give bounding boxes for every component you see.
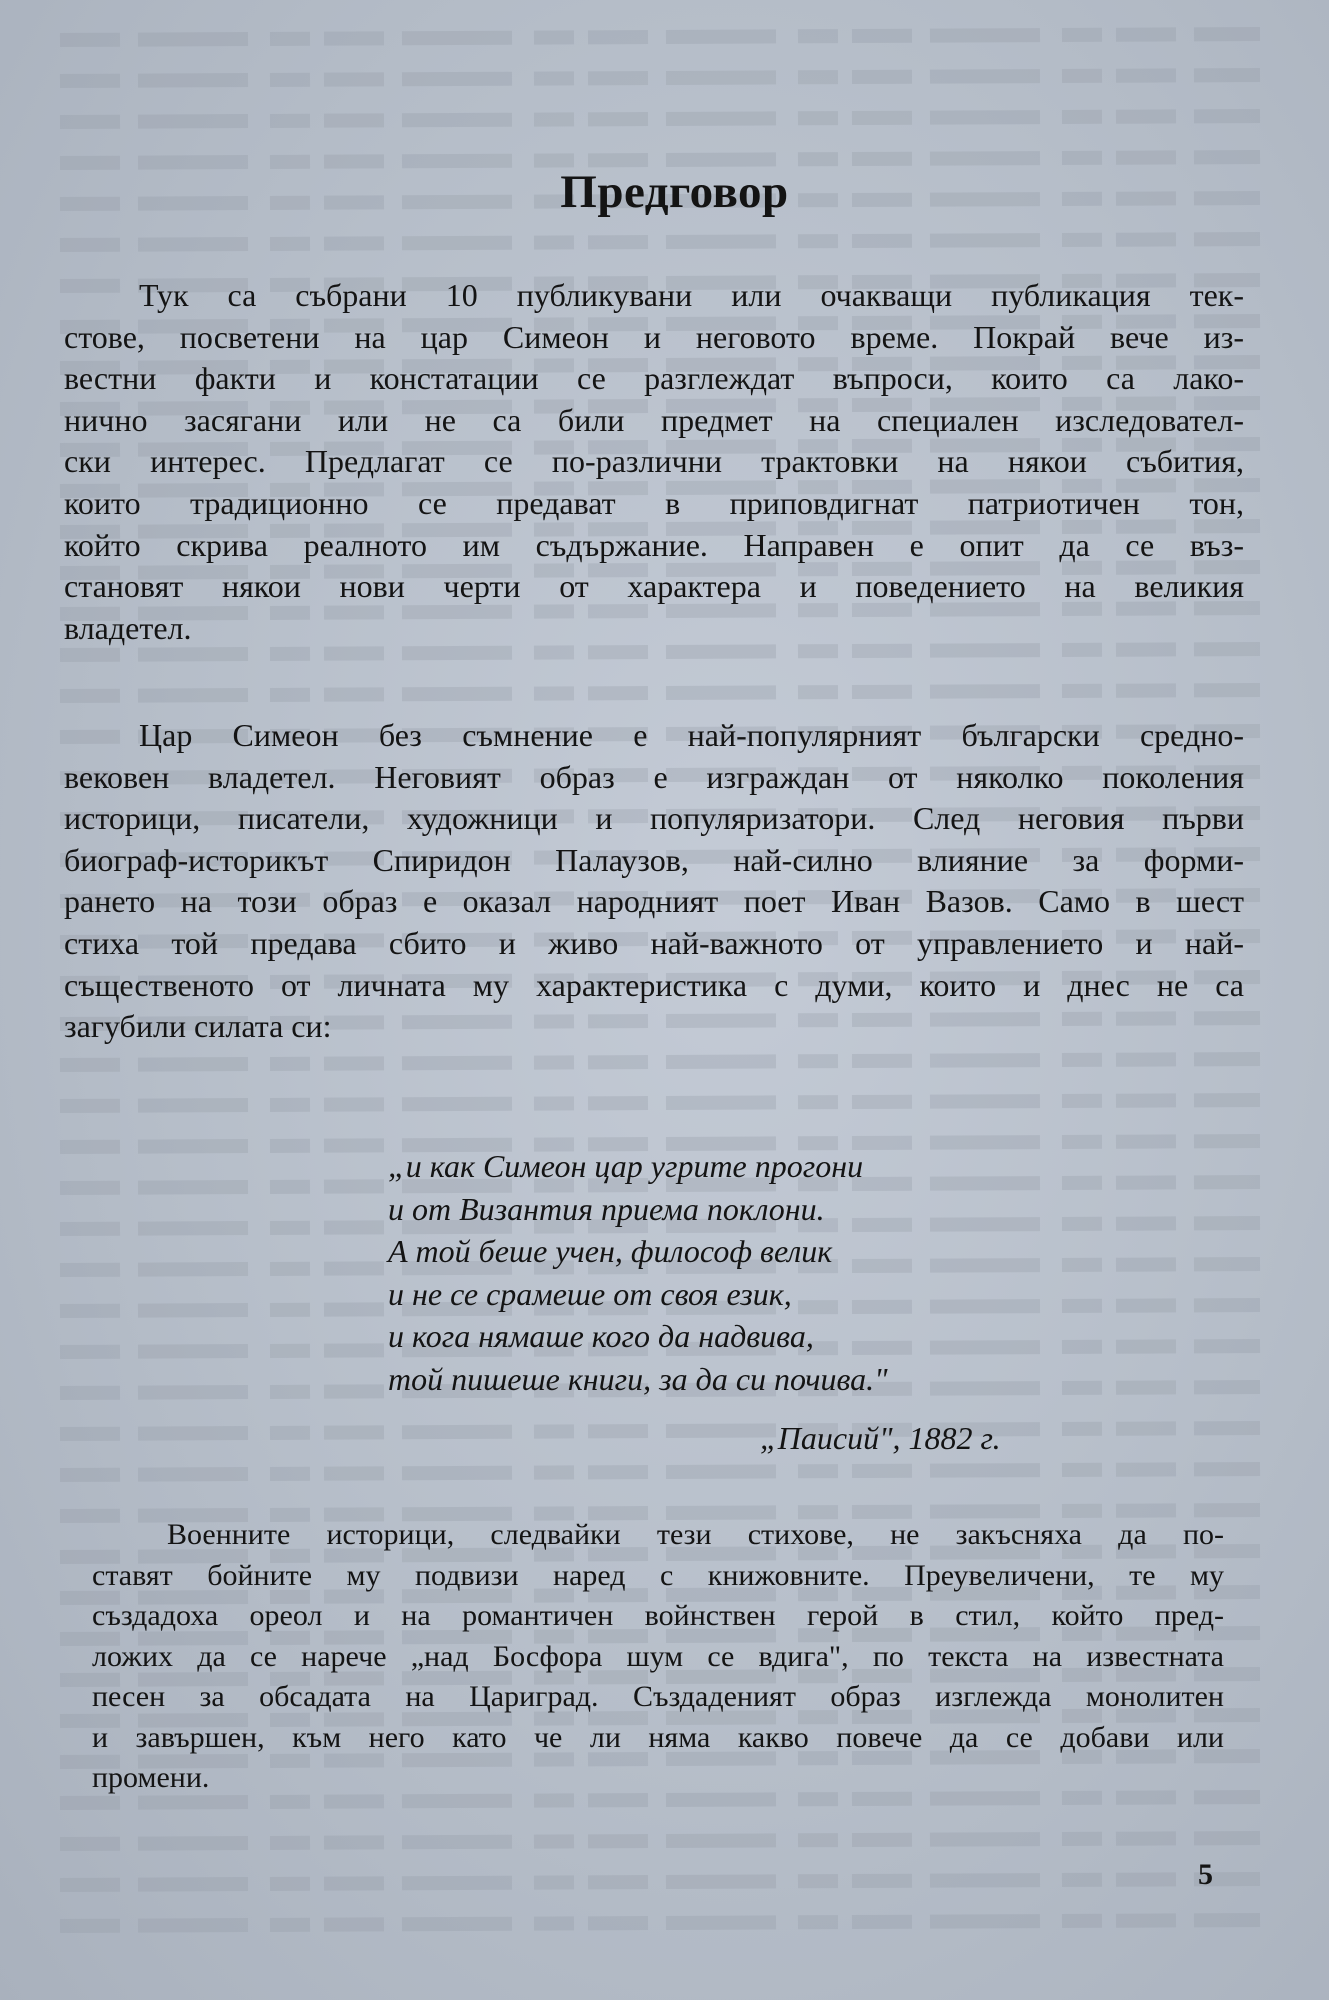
text-line: загубили силата си: [64,1008,332,1045]
text-line: стиха той предава сбито и живо най-важното от управлението и най- [64,924,1244,961]
paragraph-intro [64,275,1244,649]
paragraph-military-historians [92,1515,1224,1799]
text-line: рането на този образ е оказал народният поет Иван Вазов. Само в шест [64,883,1244,920]
text-line: стове, посветени на цар Симеон и неговото време. Покрай вече из- [64,318,1244,355]
poem-verse: „и как Симеон цар угрите прогони [388,1148,864,1184]
text-line: Военните историци, следвайки тези стихове, не закъсняха да по- [167,1518,1224,1551]
text-line: историци, писатели, художници и популяризатори. След неговия първи [64,800,1244,837]
text-line: който скрива реалното им съдържание. Направен е опит да се въз- [64,526,1244,563]
text-line: вековен владетел. Неговият образ е изграждан от няколко поколения [64,758,1244,795]
poem-attribution: „Паисий", 1882 г. [760,1420,1001,1456]
poem-verse: и от Византия приема поклони. [388,1190,825,1227]
text-line: нично засягани или не са били предмет на специален изследовател- [64,401,1244,438]
text-line: същественото от личната му характеристика с думи, които и днес не са [64,966,1244,1003]
text-line: създадоха ореол и на романтичен войнствен герой в стил, който пред- [92,1599,1224,1632]
text-line: Цар Симеон без съмнение е най-популярният български средно- [139,717,1244,753]
text-line: и завършен, към него като че ли няма какво повече да се добави или [92,1720,1224,1754]
poem-verse: и не се срамеше от своя език, [388,1275,792,1312]
page-number: 5 [1198,1858,1213,1891]
text-line: Тук са събрани 10 публикувани или очакващи публикация тек- [139,277,1244,313]
page-title [0,165,1329,219]
poem-verse: А той беше учен, философ велик [388,1233,833,1269]
page-title-text: Предговор [560,166,789,218]
text-line: владетел. [64,609,192,646]
text-line: ложих да се нарече „над Босфора шум се вдига", по текста на известната [92,1639,1224,1673]
text-line: биограф-историкът Спиридон Палаузов, най-силно влияние за форми- [64,841,1244,878]
paragraph-simeon [64,715,1244,1048]
text-line: песен за обсадата на Цариград. Създаденият образ изглежда монолитен [92,1680,1224,1713]
text-line: вестни факти и констатации се разглеждат въпроси, които са лако- [64,360,1244,397]
text-line: ставят бойните му подвизи наред с книжовните. Преувеличени, те му [92,1558,1224,1592]
poem-verse: той пишеше книги, за да си почива." [388,1360,888,1397]
poem-quote [388,1145,888,1400]
poem-verse: и кога нямаше кого да надвива, [388,1318,814,1354]
text-line: които традиционно се предават в приповдигнат патриотичен тон, [64,484,1244,521]
text-line: промени. [92,1761,210,1794]
text-line: ски интерес. Предлагат се по-различни трактовки на някои събития, [64,443,1244,480]
text-line: становят някои нови черти от характера и поведението на великия [64,568,1244,605]
